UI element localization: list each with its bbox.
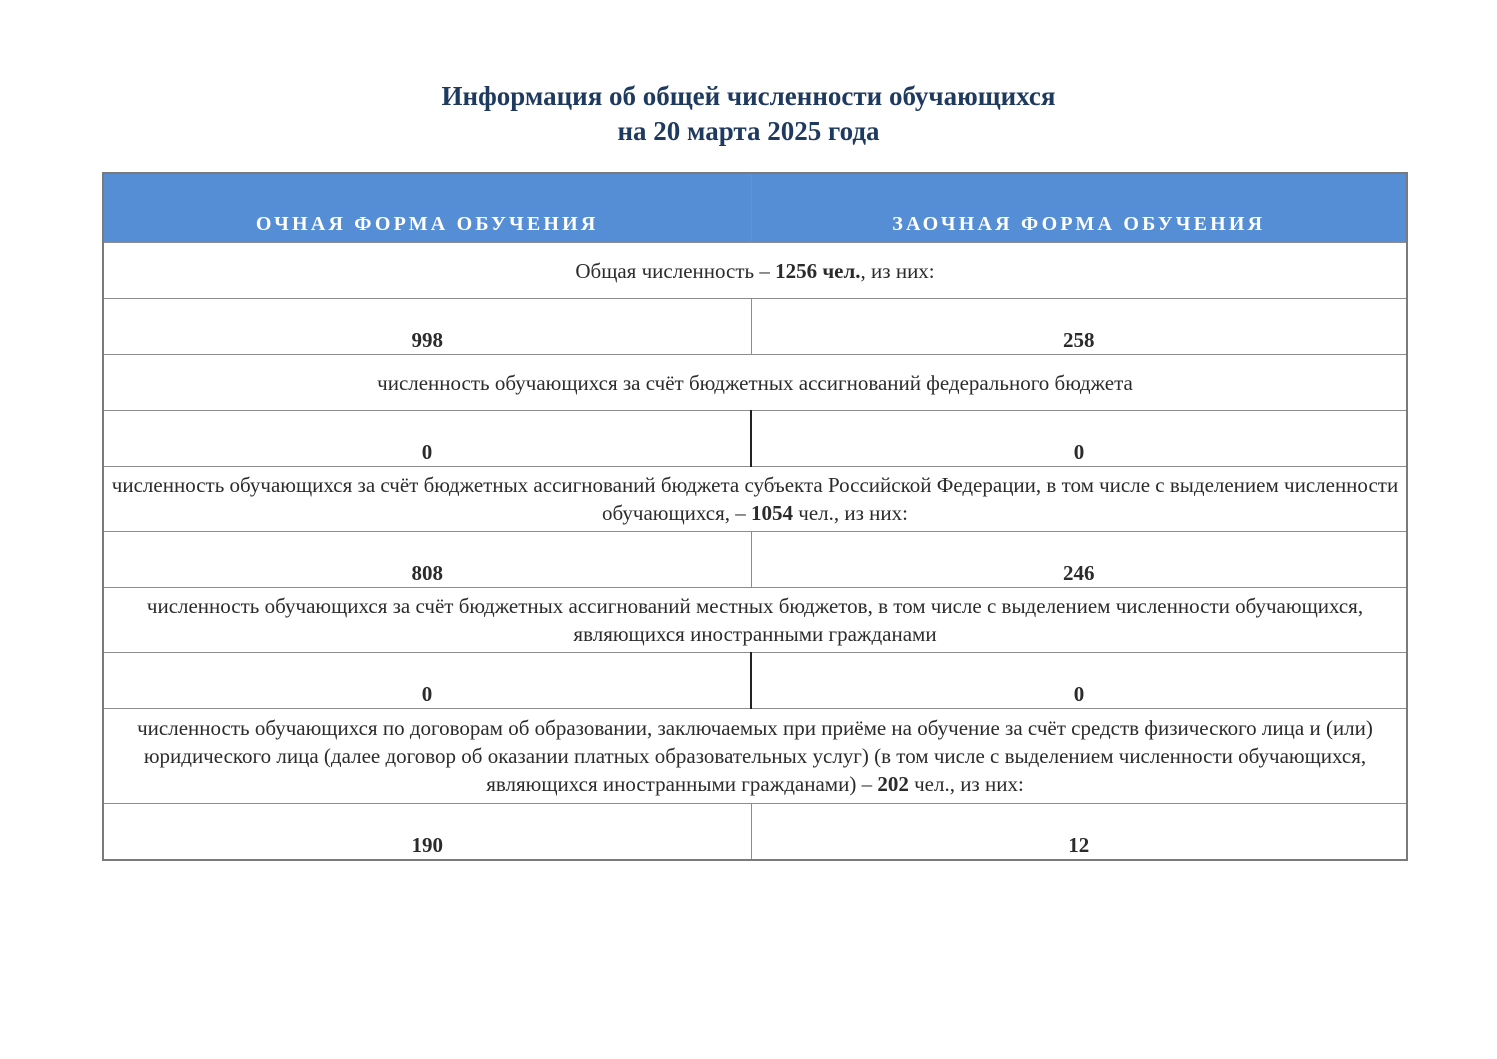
regional-full-time-value: 808 (103, 532, 751, 588)
regional-label-suffix: чел., из них: (793, 501, 908, 525)
federal-values-row (103, 411, 1407, 467)
header-part-time: ЗАОЧНАЯ ФОРМА ОБУЧЕНИЯ (751, 173, 1407, 243)
total-part-time-value: 258 (751, 299, 1407, 355)
local-full-time-value: 0 (103, 653, 751, 709)
header-full-time: ОЧНАЯ ФОРМА ОБУЧЕНИЯ (103, 173, 751, 243)
contract-values-row (103, 804, 1407, 861)
total-label-suffix: , из них: (860, 258, 935, 283)
total-full-time-value: 998 (103, 299, 751, 355)
federal-label-cell: численность обучающихся за счёт бюджетных ассигнований федерального бюджета (103, 355, 1407, 411)
local-part-time-value: 0 (751, 653, 1407, 709)
total-values-row (103, 299, 1407, 355)
page-title-line-1: Информация об общей численности обучающихся (441, 81, 1056, 111)
contract-label-suffix: чел., из них: (908, 772, 1024, 796)
page-title-line-2: на 20 марта 2025 года (617, 116, 880, 146)
contract-part-time-value: 12 (751, 804, 1407, 861)
contract-label-cell (103, 709, 1407, 804)
local-values-row (103, 653, 1407, 709)
federal-full-time-value: 0 (103, 411, 751, 467)
regional-label-row (103, 467, 1407, 532)
regional-part-time-value: 246 (751, 532, 1407, 588)
total-label-cell (103, 243, 1407, 299)
table-header-row (103, 173, 1407, 243)
regional-label-prefix: численность обучающихся за счёт бюджетных ассигнований бюджета субъекта Российской Федерации, в том числе с выделением численности обучающихся, – (111, 473, 1399, 525)
contract-label-prefix: численность обучающихся по договорам об образовании, заключаемых при приёме на обучение за счёт средств физического лица и (или) юридического лица (далее договор об оказании платных образовательных услуг) (в том числе с выделением численности обучающихся, являющихся иностранными гражданами) – (137, 716, 1373, 796)
contract-full-time-value: 190 (103, 804, 751, 861)
regional-label-cell (103, 467, 1407, 532)
regional-values-row (103, 532, 1407, 588)
total-label-row (103, 243, 1407, 299)
federal-label-row (103, 355, 1407, 411)
total-label-prefix: Общая численность – (575, 258, 776, 283)
total-value: 1256 чел. (775, 258, 861, 283)
contract-label-row (103, 709, 1407, 804)
contract-value: 202 (877, 772, 909, 796)
federal-part-time-value: 0 (751, 411, 1407, 467)
local-label-row (103, 588, 1407, 653)
students-count-table (102, 172, 1408, 861)
local-label-cell: численность обучающихся за счёт бюджетных ассигнований местных бюджетов, в том числе с выделением численности обучающихся, являющихся иностранными гражданами (103, 588, 1407, 653)
regional-value: 1054 (751, 501, 794, 525)
